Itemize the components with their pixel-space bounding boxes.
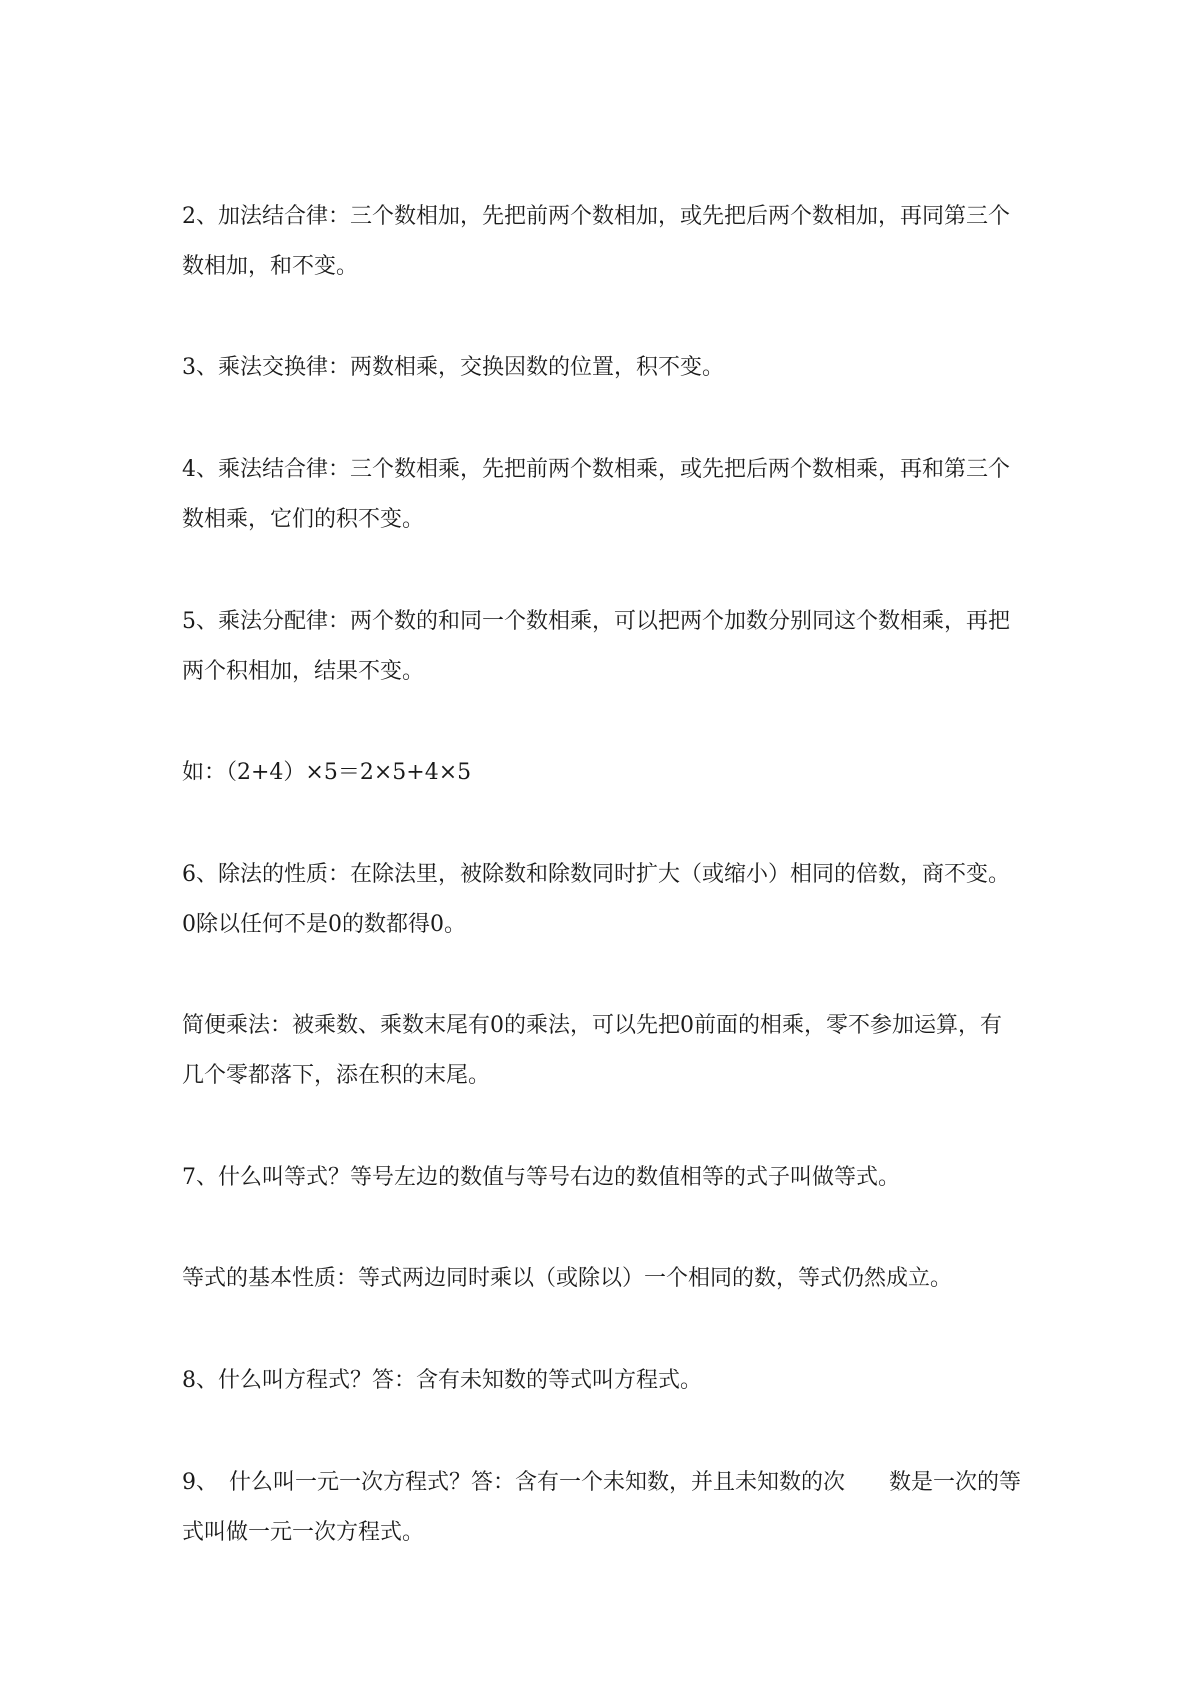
paragraph-simple-multiplication: 简便乘法：被乘数、乘数末尾有0的乘法，可以先把0前面的相乘，零不参加运算，有几个零都落下，添在积的末尾。 [182, 1013, 1002, 1088]
paragraph-equation-property: 等式的基本性质：等式两边同时乘以（或除以）一个相同的数，等式仍然成立。 [182, 1266, 953, 1291]
paragraph-linear-equation: 9、 什么叫一元一次方程式？答：含有一个未知数，并且未知数的次 数是一次的等式叫做一元一次方程式。 [182, 1470, 1021, 1545]
paragraph-multiplication-associative-law: 4、乘法结合律：三个数相乘，先把前两个数相乘，或先把后两个数相乘，再和第三个数相乘，它们的积不变。 [182, 457, 1010, 532]
paragraph-distributive-example: 如：（2+4）×5＝2×5+4×5 [182, 760, 472, 785]
paragraph-what-is-equation-with-unknown: 8、什么叫方程式？答：含有未知数的等式叫方程式。 [182, 1368, 702, 1393]
paragraph-multiplication-commutative-law: 3、乘法交换律：两数相乘，交换因数的位置，积不变。 [182, 355, 724, 380]
paragraph-addition-associative-law: 2、加法结合律：三个数相加，先把前两个数相加，或先把后两个数相加，再同第三个数相加，和不变。 [182, 204, 1010, 279]
paragraph-what-is-equation: 7、什么叫等式？等号左边的数值与等号右边的数值相等的式子叫做等式。 [182, 1165, 900, 1190]
paragraph-distributive-law: 5、乘法分配律：两个数的和同一个数相乘，可以把两个加数分别同这个数相乘，再把两个积相加，结果不变。 [182, 609, 1010, 684]
paragraph-division-property: 6、除法的性质：在除法里，被除数和除数同时扩大（或缩小）相同的倍数，商不变。 0除以任何不是0的数都得0。 [182, 862, 1044, 937]
